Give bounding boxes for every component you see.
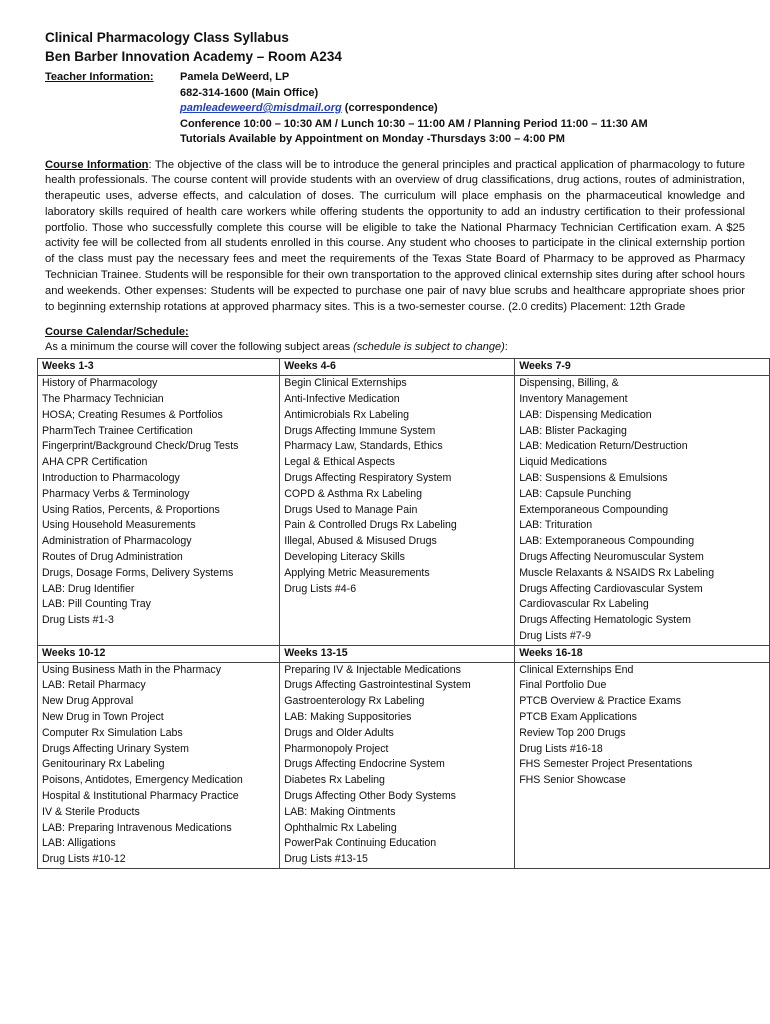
teacher-details	[180, 70, 648, 148]
course-information	[45, 158, 745, 316]
topic-item: History of Pharmacology	[42, 377, 158, 390]
topic-item: Administration of Pharmacology	[42, 535, 192, 548]
topic-item: Diabetes Rx Labeling	[284, 774, 385, 787]
topic-item: The Pharmacy Technician	[42, 393, 164, 406]
topic-item: Pharmacy Law, Standards, Ethics	[284, 440, 443, 453]
weeks-topics-cell	[515, 662, 770, 868]
weeks-heading: Weeks 1-3	[38, 359, 280, 376]
teacher-name: Pamela DeWeerd, LP	[180, 71, 290, 83]
topic-item: Antimicrobials Rx Labeling	[284, 408, 410, 421]
topic-item: LAB: Preparing Intravenous Medications	[42, 821, 232, 834]
topic-item: Drugs Affecting Gastrointestinal System	[284, 679, 471, 692]
topic-item: Final Portfolio Due	[519, 679, 607, 692]
topic-item: LAB: Medication Return/Destruction	[519, 440, 688, 453]
weeks-topics-cell	[38, 662, 280, 868]
topic-item: Drug Lists #10-12	[42, 853, 126, 866]
topic-item: Introduction to Pharmacology	[42, 472, 180, 485]
topic-item: Using Household Measurements	[42, 519, 196, 532]
topic-item: Applying Metric Measurements	[284, 566, 430, 579]
topic-item: New Drug in Town Project	[42, 711, 164, 723]
topic-item: Illegal, Abused & Misused Drugs	[284, 535, 437, 548]
topic-item: Gastroenterology Rx Labeling	[284, 695, 425, 708]
topic-item: Pharmacy Verbs & Terminology	[42, 487, 190, 500]
topic-item: LAB: Making Suppositories	[284, 711, 412, 723]
topic-item: LAB: Dispensing Medication	[519, 408, 652, 421]
topic-item: Drugs Affecting Respiratory System	[284, 472, 452, 485]
topic-item: PowerPak Continuing Education	[284, 837, 437, 850]
teacher-schedule: Conference 10:00 – 10:30 AM / Lunch 10:30 – 11:00 AM / Planning Period 11:00 – 11:30 AM	[180, 117, 648, 130]
weeks-heading: Weeks 16-18	[515, 645, 770, 662]
schedule-content-row	[38, 662, 770, 868]
teacher-label: Teacher Information:	[45, 71, 154, 83]
topic-item: Begin Clinical Externships	[284, 377, 407, 390]
topic-item: PTCB Overview & Practice Exams	[519, 695, 682, 708]
topic-item: PTCB Exam Applications	[519, 711, 637, 723]
topic-item: Drug Lists #1-3	[42, 614, 114, 627]
topic-item: Using Business Math in the Pharmacy	[42, 663, 221, 676]
topic-item: Ophthalmic Rx Labeling	[284, 821, 397, 834]
schedule-table	[37, 358, 770, 869]
weeks-heading: Weeks 13-15	[280, 645, 515, 662]
topic-item: Drugs Affecting Other Body Systems	[284, 789, 456, 802]
topic-item: Drug Lists #16-18	[519, 742, 603, 755]
topic-item: HOSA; Creating Resumes & Portfolios	[42, 408, 223, 421]
schedule-header-row	[38, 359, 770, 376]
topic-item: Drugs Affecting Urinary System	[42, 742, 189, 755]
topic-item: Drugs and Older Adults	[284, 726, 394, 739]
weeks-heading: Weeks 7-9	[515, 359, 770, 376]
topic-item: Drugs Affecting Immune System	[284, 424, 436, 437]
weeks-topics-cell	[280, 662, 515, 868]
course-info-text: : The objective of the class will be to introduce the general principles and practical application of pharmacology to future health professionals. The course content will provide students with an overview of drug classifications, drug actions, routes of administration, therapeutic uses, adverse effects, and calculation of doses. The curriculum will place emphasis on the pharmaceutical knowledge and laboratory skills required of health care workers while offering students the opportunity to add an industry certification to their professional portfolio. Those who successfully complete this course will be eligible to take the National Pharmacy Technician Certification exam. A $25 activity fee will be collected from all students enrolled in this course. Any student who chooses to participate in the clinical externship portion of the class must pay the necessary fees and meet the requirements of the Texas State Board of Pharmacy to be approved as Pharmacy Technician Trainee. Students will be responsible for their own transportation to the approved clinical externship sites during after school hours and weekends. Other expenses: Students will be expected to purchase one pair of navy blue scrubs and healthcare appropriate shoes prior to beginning externship rotations at approved pharmacy sites. This is a two-semester course. (2.0 credits) Placement: 12th Grade	[45, 158, 745, 313]
topic-item: LAB: Suspensions & Emulsions	[519, 472, 668, 485]
topic-item: LAB: Blister Packaging	[519, 424, 627, 437]
topic-item: Review Top 200 Drugs	[519, 726, 626, 739]
topic-item: LAB: Drug Identifier	[42, 582, 135, 595]
topic-item: Muscle Relaxants & NSAIDS Rx Labeling	[519, 566, 715, 579]
teacher-email-link[interactable]: pamleadeweerd@misdmail.org	[180, 102, 342, 114]
calendar-intro-note: (schedule is subject to change)	[353, 341, 505, 354]
topic-item: Inventory Management	[519, 393, 628, 406]
topic-item: LAB: Pill Counting Tray	[42, 598, 151, 611]
topic-item: Genitourinary Rx Labeling	[42, 758, 165, 771]
topic-item: Drugs Used to Manage Pain	[284, 503, 418, 516]
topic-item: COPD & Asthma Rx Labeling	[284, 487, 423, 500]
topic-item: AHA CPR Certification	[42, 456, 148, 469]
topic-item: Routes of Drug Administration	[42, 551, 183, 564]
weeks-topics-cell	[38, 376, 280, 646]
teacher-phone: 682-314-1600 (Main Office)	[180, 86, 319, 99]
schedule-header-row	[38, 645, 770, 662]
weeks-topics-cell	[515, 376, 770, 646]
topic-item: Computer Rx Simulation Labs	[42, 726, 183, 739]
weeks-topics-cell	[280, 376, 515, 646]
topic-item: PharmTech Trainee Certification	[42, 424, 193, 437]
topic-item: Anti-Infective Medication	[284, 393, 400, 406]
topic-item: Developing Literacy Skills	[284, 551, 405, 564]
topic-item: Clinical Externships End	[519, 663, 634, 676]
topic-item: Pain & Controlled Drugs Rx Labeling	[284, 519, 457, 532]
teacher-information	[45, 70, 745, 148]
page-title	[45, 28, 745, 66]
calendar-intro-text: As a minimum the course will cover the following subject areas	[45, 341, 354, 354]
topic-item: Dispensing, Billing, &	[519, 377, 619, 390]
topic-item: Drugs Affecting Endocrine System	[284, 758, 445, 771]
topic-item: Poisons, Antidotes, Emergency Medication	[42, 774, 243, 787]
topic-item: Drug Lists #7-9	[519, 630, 592, 643]
title-line-2: Ben Barber Innovation Academy – Room A234	[45, 49, 342, 64]
topic-item: Drug Lists #13-15	[284, 853, 368, 866]
topic-item: Drugs Affecting Hematologic System	[519, 614, 691, 627]
topic-item: FHS Semester Project Presentations	[519, 758, 693, 771]
topic-item: LAB: Trituration	[519, 519, 593, 532]
calendar-intro-end: :	[504, 341, 508, 354]
schedule-content-row	[38, 376, 770, 646]
teacher-email-line	[180, 101, 648, 117]
email-note: (correspondence)	[341, 102, 438, 114]
topic-item: Cardiovascular Rx Labeling	[519, 598, 649, 611]
topic-item: Drugs Affecting Neuromuscular System	[519, 551, 704, 564]
topic-item: LAB: Retail Pharmacy	[42, 679, 146, 692]
calendar-heading: Course Calendar/Schedule:	[45, 326, 189, 339]
topic-item: LAB: Extemporaneous Compounding	[519, 535, 695, 548]
topic-item: Liquid Medications	[519, 456, 607, 469]
teacher-tutorials: Tutorials Available by Appointment on Monday -Thursdays 3:00 – 4:00 PM	[180, 133, 565, 145]
weeks-heading: Weeks 10-12	[38, 645, 280, 662]
topic-item: IV & Sterile Products	[42, 805, 140, 818]
syllabus-page	[42, 28, 745, 869]
topic-item: Drugs Affecting Cardiovascular System	[519, 582, 703, 595]
title-line-1: Clinical Pharmacology Class Syllabus	[45, 30, 289, 45]
topic-item: Fingerprint/Background Check/Drug Tests	[42, 440, 239, 453]
topic-item: LAB: Making Ointments	[284, 805, 396, 818]
topic-item: Pharmonopoly Project	[284, 742, 389, 755]
weeks-heading: Weeks 4-6	[280, 359, 515, 376]
topic-item: Legal & Ethical Aspects	[284, 456, 395, 469]
topic-item: FHS Senior Showcase	[519, 774, 626, 787]
topic-item: New Drug Approval	[42, 695, 134, 708]
topic-item: Drugs, Dosage Forms, Delivery Systems	[42, 566, 234, 579]
topic-item: LAB: Alligations	[42, 837, 116, 850]
topic-item: Drug Lists #4-6	[284, 582, 357, 595]
topic-item: Using Ratios, Percents, & Proportions	[42, 503, 220, 516]
topic-item: Hospital & Institutional Pharmacy Practice	[42, 789, 239, 802]
topic-item: LAB: Capsule Punching	[519, 487, 632, 500]
course-info-label: Course Information	[45, 158, 149, 171]
topic-item: Extemporaneous Compounding	[519, 503, 669, 516]
topic-item: Preparing IV & Injectable Medications	[284, 663, 461, 676]
calendar-intro	[45, 340, 745, 355]
